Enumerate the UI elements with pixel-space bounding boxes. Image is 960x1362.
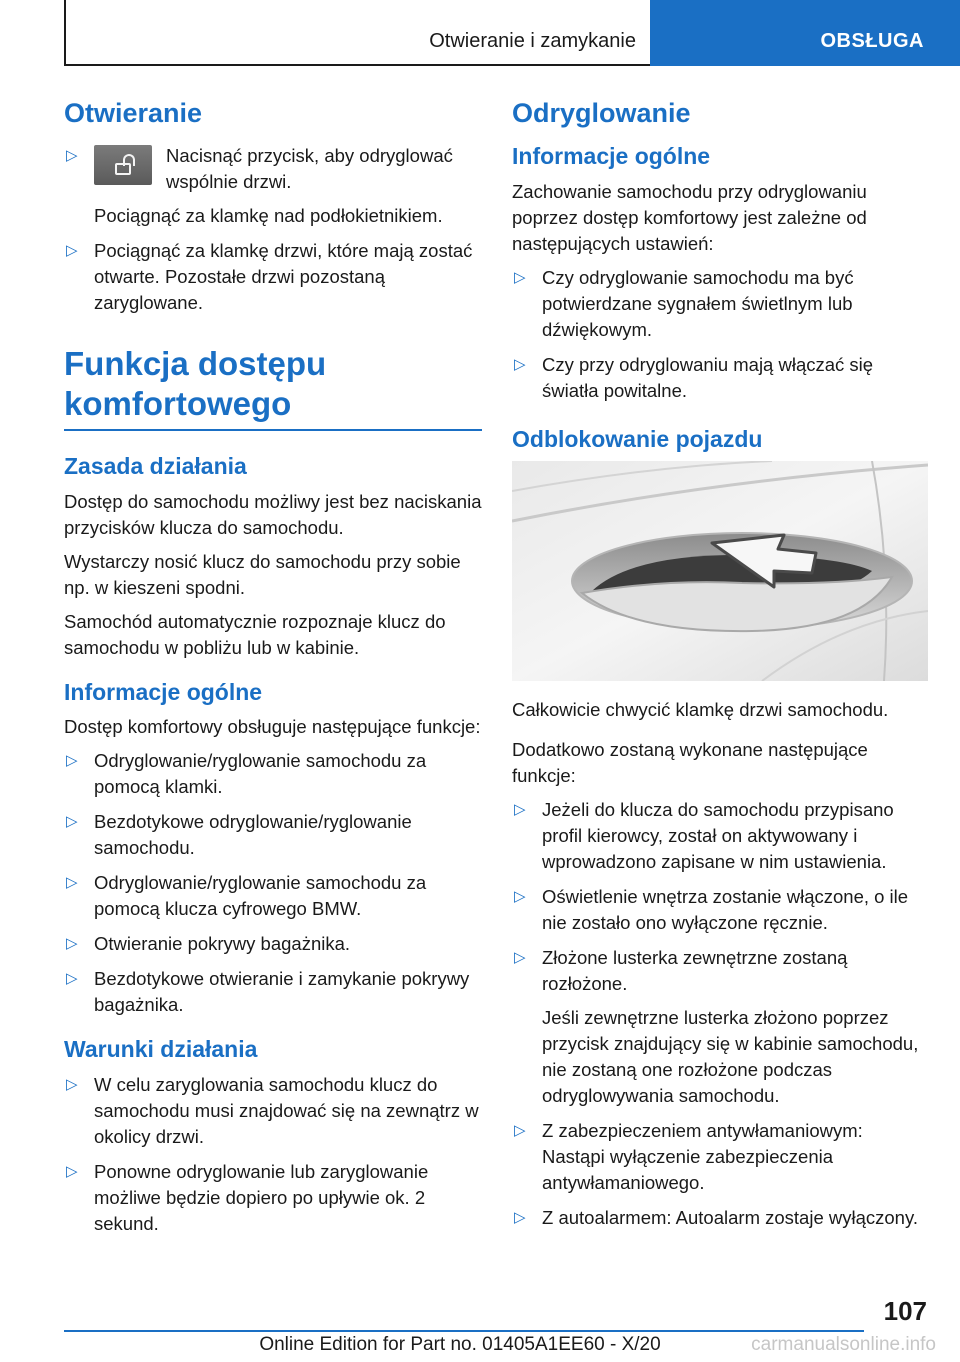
footer-rule bbox=[64, 1330, 864, 1332]
bullet-triangle-icon: ▷ bbox=[66, 242, 78, 260]
otwieranie-heading: Otwieranie bbox=[64, 98, 203, 128]
list-item: ▷ Czy przy odryglowaniu mają włączać się światła powitalne. bbox=[514, 353, 874, 401]
header-bottom-rule bbox=[64, 64, 650, 66]
bullet-triangle-icon: ▷ bbox=[66, 147, 78, 165]
zasada-paragraph-2: Wystarczy nosić klucz do samochodu przy sobie np. w kieszeni spodni. bbox=[64, 550, 461, 598]
warunki-heading: Warunki działania bbox=[64, 1036, 258, 1063]
watermark: carmanualsonline.info bbox=[751, 1334, 936, 1355]
bullet-triangle-icon: ▷ bbox=[514, 949, 526, 967]
odryglowanie-heading: Odryglowanie bbox=[512, 98, 691, 128]
bullet-triangle-icon: ▷ bbox=[514, 355, 526, 373]
list-item: ▷ Ponowne odryglowanie lub zaryglowanie możliwe będzie dopiero po upływie ok. 2 sekund. bbox=[66, 1161, 429, 1235]
list-item: ▷ Otwieranie pokrywy bagażnika. bbox=[64, 931, 482, 957]
info-list-right bbox=[512, 265, 930, 404]
zasada-heading: Zasada działania bbox=[64, 453, 247, 480]
bullet-triangle-icon: ▷ bbox=[66, 813, 78, 831]
photo-caption: Całkowicie chwycić klamkę drzwi samochodu. bbox=[512, 699, 889, 721]
warunki-list bbox=[64, 1072, 482, 1237]
bullet-triangle-icon: ▷ bbox=[514, 888, 526, 906]
list-item: ▷ Złożone lusterka zewnętrzne zostaną rozłożone. Jeśli zewnętrzne lusterka złożono poprzez przycisk znajdujący się w kabinie samochodu, nie zostaną one rozłożone podczas odryglowywania samochodu. bbox=[512, 945, 930, 1109]
info-paragraph: Dostęp komfortowy obsługuje następujące funkcje: bbox=[64, 716, 481, 738]
info-heading: Informacje ogólne bbox=[64, 678, 263, 705]
dodatkowo-paragraph: Dodatkowo zostaną wykonane następujące funkcje: bbox=[512, 739, 868, 787]
bullet-triangle-icon: ▷ bbox=[66, 752, 78, 770]
dodatkowo-list bbox=[512, 797, 930, 1231]
header-section-title: Otwieranie i zamykanie bbox=[429, 30, 636, 52]
info-paragraph-right: Zachowanie samochodu przy odryglowaniu poprzez dostęp komfortowy jest zależne od następujących ustawień: bbox=[512, 180, 867, 254]
list-item: ▷ Odryglowanie/ryglowanie samochodu za pomocą klamki. bbox=[66, 750, 427, 798]
bullet-triangle-icon: ▷ bbox=[514, 1122, 526, 1140]
right-column bbox=[512, 98, 930, 1240]
left-column bbox=[64, 98, 482, 1246]
info-heading-right: Informacje ogólne bbox=[512, 143, 711, 170]
list-item bbox=[64, 143, 482, 229]
bullet-triangle-icon: ▷ bbox=[66, 874, 78, 892]
bullet-triangle-icon: ▷ bbox=[66, 970, 78, 988]
list-item: ▷ Oświetlenie wnętrza zostanie włączone, o ile nie zostało ono wyłączone ręcznie. bbox=[514, 886, 909, 934]
info-list bbox=[64, 748, 482, 1018]
funkcja-heading: Funkcja dostępu komfortowego bbox=[64, 345, 327, 422]
list-item: ▷ Bezdotykowe odryglowanie/ryglowanie samochodu. bbox=[66, 811, 412, 859]
list-item: ▷ Z zabezpieczeniem antywłamaniowym: Nastąpi wyłączenie zabezpieczenia antywłamaniowego. bbox=[514, 1120, 863, 1194]
otwieranie-list bbox=[64, 143, 482, 316]
bullet-triangle-icon: ▷ bbox=[514, 801, 526, 819]
bullet-triangle-icon: ▷ bbox=[514, 1209, 526, 1227]
list-item: ▷ Odryglowanie/ryglowanie samochodu za pomocą klucza cyfrowego BMW. bbox=[66, 872, 427, 920]
bullet-triangle-icon: ▷ bbox=[66, 1163, 78, 1181]
list-item: ▷ Z autoalarmem: Autoalarm zostaje wyłączony. bbox=[512, 1205, 930, 1231]
otwieranie-item-2: Pociągnąć za klamkę drzwi, które mają zostać otwarte. Pozostałe drzwi pozostaną zaryglowane. bbox=[94, 240, 473, 314]
odblokowanie-heading: Odblokowanie pojazdu bbox=[512, 425, 763, 452]
header-chapter-tab: OBSŁUGA bbox=[650, 0, 960, 66]
list-item: ▷ Czy odryglowanie samochodu ma być potwierdzane sygnałem świetlnym lub dźwiękowym. bbox=[514, 266, 854, 340]
bullet-triangle-icon: ▷ bbox=[514, 268, 526, 286]
zasada-paragraph-1: Dostęp do samochodu możliwy jest bez naciskania przycisków klucza do samochodu. bbox=[64, 490, 482, 538]
footer-edition-text: Online Edition for Part no. 01405A1EE60 - X/20 bbox=[259, 1334, 661, 1355]
list-item: ▷ Bezdotykowe otwieranie i zamykanie pokrywy bagażnika. bbox=[66, 968, 470, 1016]
heading-rule bbox=[64, 429, 482, 431]
padlock-open-icon bbox=[94, 145, 152, 185]
page-number: 107 bbox=[883, 1296, 927, 1326]
bullet-triangle-icon: ▷ bbox=[66, 935, 78, 953]
list-item: ▷ Jeżeli do klucza do samochodu przypisano profil kierowcy, został on aktywowany i wprowadzono zapisane w nim ustawienia. bbox=[514, 799, 894, 873]
door-handle-photo bbox=[512, 461, 928, 681]
list-item bbox=[64, 238, 482, 316]
otwieranie-item-1: Nacisnąć przycisk, aby odryglować wspólnie drzwi. bbox=[166, 145, 453, 193]
otwieranie-item-1-followup: Pociągnąć za klamkę nad podłokietnikiem. bbox=[94, 205, 443, 227]
bullet-triangle-icon: ▷ bbox=[66, 1076, 78, 1094]
zasada-paragraph-3: Samochód automatycznie rozpoznaje klucz do samochodu w pobliżu lub w kabinie. bbox=[64, 610, 446, 658]
list-item: ▷ W celu zaryglowania samochodu klucz do samochodu musi znajdować się na zewnątrz w okolicy drzwi. bbox=[66, 1074, 479, 1148]
mirror-note: Jeśli zewnętrzne lusterka złożono poprzez przycisk znajdujący się w kabinie samochodu, nie zostaną one rozłożone podczas odryglowywania samochodu. bbox=[542, 1007, 919, 1107]
